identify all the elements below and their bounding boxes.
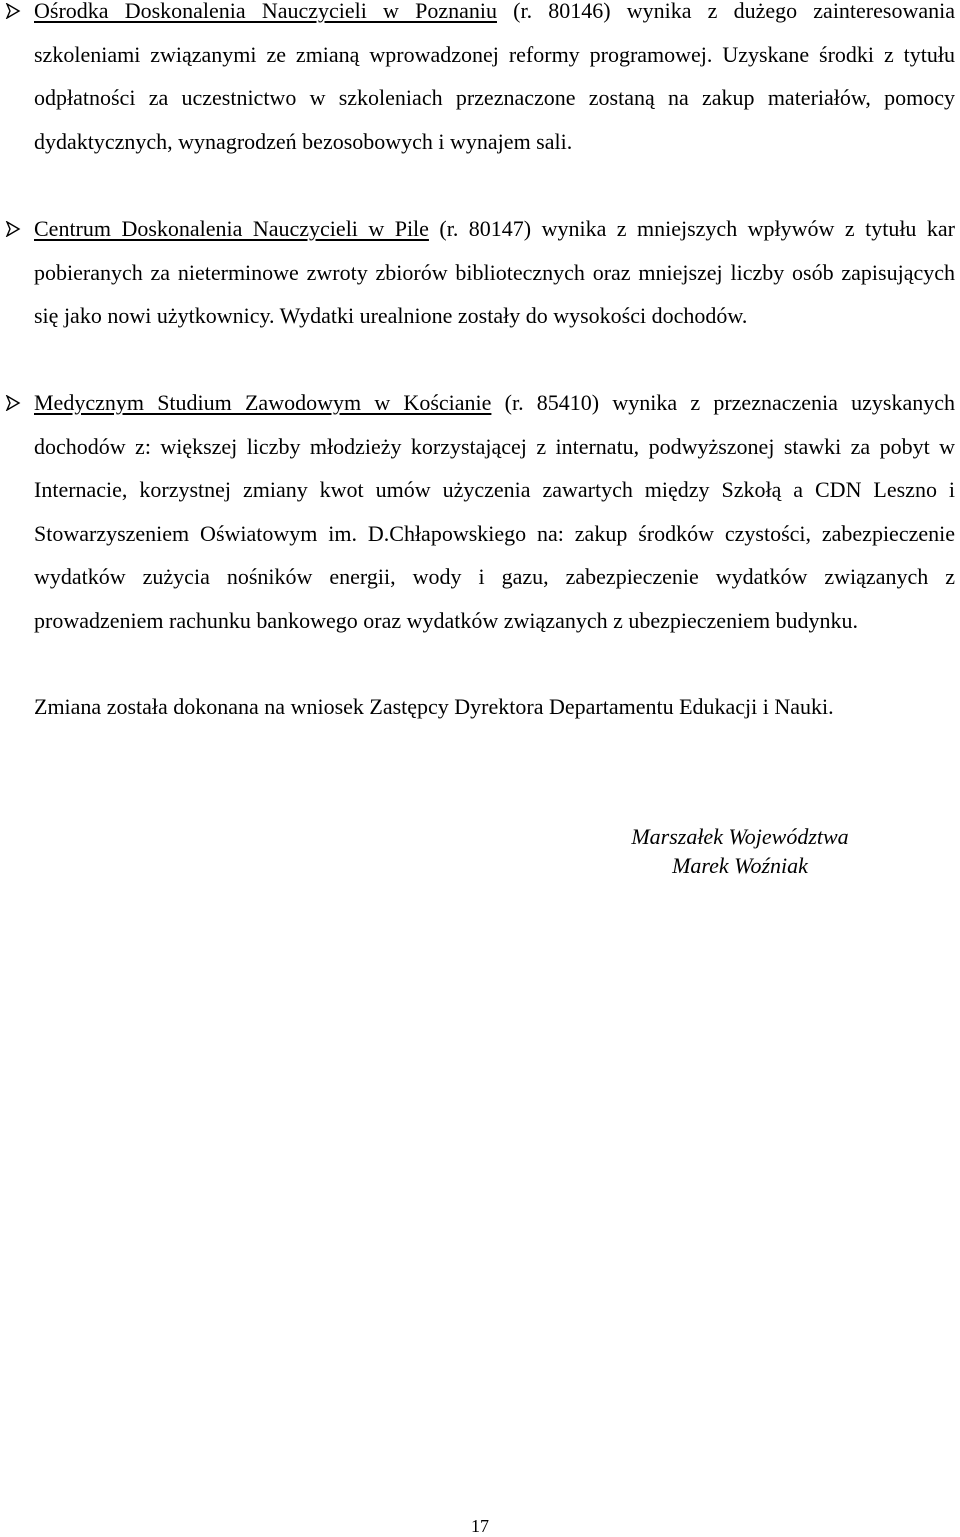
- list-item: [0, 381, 960, 643]
- item-description: (r. 80146) wynika z dużego zainteresowania szkoleniami związanymi ze zmianą wprowadzonej reformy programowej. Uzyskane środki z tytułu odpłatności za uczestnictwo w szkoleniach przeznaczone zostaną na zakup materiałów, pomocy dydaktycznych, wynagrodzeń bezosobowych i wynajem sali.: [34, 0, 955, 154]
- list-item: [0, 0, 960, 163]
- arrowhead-bullet-icon: [5, 0, 23, 32]
- institution-name: Centrum Doskonalenia Nauczycieli w Pile: [34, 216, 429, 241]
- closing-paragraph: Zmiana została dokonana na wniosek Zastępcy Dyrektora Departamentu Edukacji i Nauki.: [34, 694, 834, 719]
- institution-name: Ośrodka Doskonalenia Nauczycieli w Poznaniu: [34, 0, 497, 23]
- list-item-text: [34, 207, 955, 338]
- signature-name: Marek Woźniak: [672, 853, 808, 878]
- arrowhead-bullet-icon: [5, 207, 23, 250]
- item-description: (r. 85410) wynika z przeznaczenia uzyskanych dochodów z: większej liczby młodzieży korzystającej z internatu, podwyższonej stawki za pobyt w Internacie, korzystnej zmiany kwot umów użyczenia zawartych między Szkołą a CDN Leszno i Stowarzyszeniem Oświatowym im. D.Chłapowskiego na: zakup środków czystości, zabezpieczenie wydatków zużycia nośników energii, wody i gazu, zabezpieczenie wydatków związanych z prowadzeniem rachunku bankowego oraz wydatków związanych z ubezpieczeniem budynku.: [34, 390, 955, 633]
- item-description: (r. 80147) wynika z mniejszych wpływów z tytułu kar pobieranych za nieterminowe zwroty zbiorów bibliotecznych oraz mniejszej liczby osób zapisujących się jako nowi użytkownicy. Wydatki urealnione zostały do wysokości dochodów.: [34, 216, 955, 329]
- list-item-text: [34, 381, 955, 643]
- signature-title: Marszałek Województwa: [631, 824, 849, 849]
- list-item-text: [34, 0, 955, 163]
- list-item: [0, 207, 960, 338]
- page-number: 17: [471, 1516, 489, 1536]
- arrowhead-bullet-icon: [5, 381, 23, 424]
- institution-name: Medycznym Studium Zawodowym w Kościanie: [34, 390, 492, 415]
